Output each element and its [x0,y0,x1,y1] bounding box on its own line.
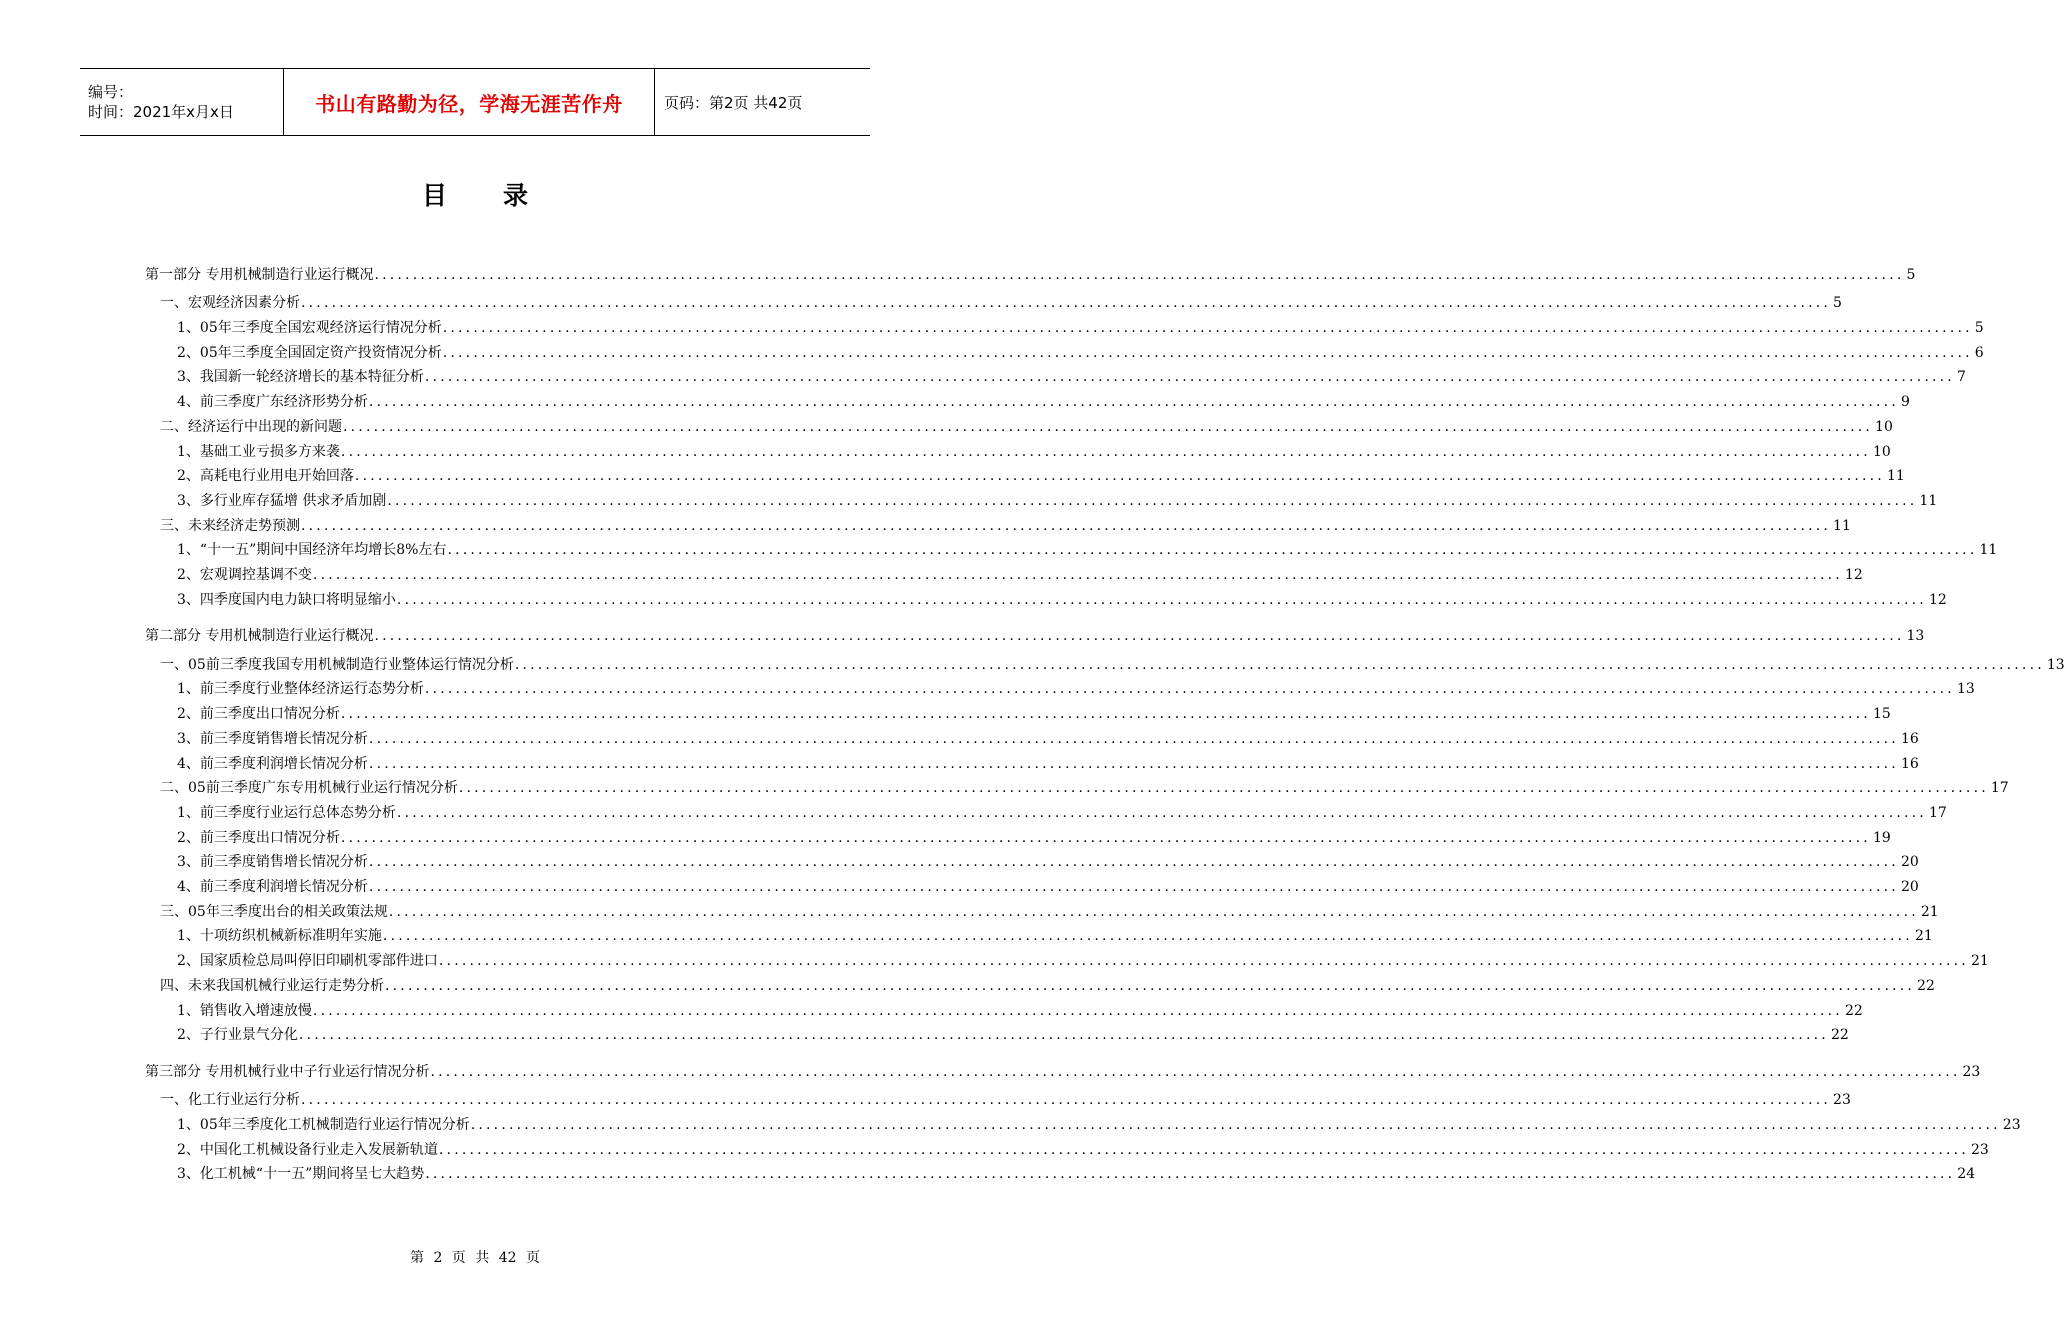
toc-entry-page: 13 [2046,656,2065,673]
toc-entry-page: 21 [1970,953,1989,970]
toc-dot-leader: ........................................................................................................................................................................................................ [385,977,1916,994]
toc-entry-page: 21 [1914,928,1933,945]
toc-entry-page: 24 [1957,1166,1976,1183]
toc-entry-page: 6 [1974,344,1984,361]
toc-subsection-entry[interactable] [0,318,1984,338]
toc-dot-leader: ........................................................................................................................................................................................................ [442,344,1973,361]
toc-entry-label: 1、“十一五”期间中国经济年均增长8%左右 [177,542,447,559]
toc-subsection-entry[interactable] [0,442,1891,462]
toc-entry-label: 一、05前三季度我国专用机械制造行业整体运行情况分析 [160,656,514,673]
toc-dot-leader: ........................................................................................................................................................................................................ [424,681,1955,698]
toc-entry-label: 4、前三季度利润增长情况分析 [177,755,368,772]
document-date: 时间：2021年x月x日 [88,103,234,121]
toc-subsection-entry[interactable] [0,565,1863,585]
toc-subsection-entry[interactable] [0,540,1998,560]
toc-dot-leader: ........................................................................................................................................................................................................ [301,295,1832,312]
toc-dot-leader: ........................................................................................................................................................................................................ [438,953,1969,970]
toc-entry-label: 1、05年三季度全国宏观经济运行情况分析 [177,320,442,336]
toc-subsection-entry[interactable] [0,704,1891,724]
toc-subsection-entry[interactable] [0,491,1938,511]
toc-subsection-entry[interactable] [0,1115,2021,1135]
toc-subsection-entry[interactable] [0,729,1919,749]
toc-entry-page: 11 [1833,517,1851,534]
toc-dot-leader: ........................................................................................................................................................................................................ [301,1092,1832,1109]
toc-entry-label: 4、前三季度广东经济形势分析 [177,394,368,411]
toc-entry-label: 2、子行业景气分化 [177,1027,298,1044]
toc-dot-leader: ........................................................................................................................................................................................................ [447,542,1978,559]
toc-subsection-entry[interactable] [0,803,1947,823]
toc-dot-leader: ........................................................................................................................................................................................................ [430,1063,1961,1080]
toc-entry-page: 23 [1962,1063,1981,1080]
toc-title: 目录 [421,181,584,210]
toc-dot-leader: ........................................................................................................................................................................................................ [424,369,1955,386]
toc-entry-label: 三、05年三季度出台的相关政策法规 [160,903,388,920]
toc-entry-page: 11 [1979,542,1998,559]
toc-subsection-entry[interactable] [0,1164,1976,1184]
toc-entry-page: 23 [2002,1116,2021,1133]
toc-subsection-entry[interactable] [0,1025,1849,1045]
toc-subsection-entry[interactable] [0,754,1919,774]
toc-entry-label: 2、前三季度出口情况分析 [177,829,340,846]
toc-dot-leader: ........................................................................................................................................................................................................ [396,591,1927,608]
toc-dot-leader: ........................................................................................................................................................................................................ [438,1141,1969,1158]
toc-entry-page: 17 [1990,780,2009,797]
toc-dot-leader: ........................................................................................................................................................................................................ [374,628,1905,645]
page-footer: 第 2 页 共 42 页 [410,1250,540,1266]
toc-dot-leader: ........................................................................................................................................................................................................ [298,1027,1829,1044]
toc-section-entry[interactable] [0,516,1851,536]
toc-section-entry[interactable] [0,417,1893,437]
toc-entry-page: 13 [1956,681,1975,698]
toc-subsection-entry[interactable] [0,877,1919,897]
header-page-info: 页码：第2页 共42页 [664,93,803,112]
toc-entry-label: 2、05年三季度全国固定资产投资情况分析 [177,344,442,361]
toc-entry-label: 三、未来经济走势预测 [160,517,300,534]
toc-entry-label: 4、前三季度利润增长情况分析 [177,879,368,895]
toc-entry-label: 2、宏观调控基调不变 [177,567,312,583]
toc-entry-label: 1、销售收入增速放慢 [177,1002,312,1019]
toc-entry-page: 20 [1900,854,1919,871]
toc-dot-leader: ........................................................................................................................................................................................................ [458,780,1989,797]
toc-dot-leader: ........................................................................................................................................................................................................ [368,879,1899,895]
toc-entry-page: 10 [1872,443,1891,460]
toc-entry-page: 16 [1900,755,1919,772]
toc-entry-label: 2、中国化工机械设备行业走入发展新轨道 [177,1141,438,1158]
toc-entry-label: 3、前三季度销售增长情况分析 [177,730,368,747]
toc-dot-leader: ........................................................................................................................................................................................................ [396,804,1927,821]
toc-dot-leader: ........................................................................................................................................................................................................ [425,1166,1956,1183]
toc-entry-page: 7 [1956,369,1966,386]
toc-entry-label: 第一部分 专用机械制造行业运行概况 [145,267,374,283]
toc-dot-leader: ........................................................................................................................................................................................................ [340,706,1871,723]
toc-dot-leader: ........................................................................................................................................................................................................ [312,1002,1843,1019]
toc-entry-page: 20 [1900,879,1919,895]
toc-entry-page: 5 [1833,295,1842,312]
toc-entry-label: 二、经济运行中出现的新问题 [160,418,342,435]
toc-entry-page: 5 [1974,320,1984,336]
toc-entry-page: 23 [1970,1141,1989,1158]
toc-entry-page: 23 [1833,1092,1851,1109]
toc-subsection-entry[interactable] [0,951,1989,971]
toc-dot-leader: ........................................................................................................................................................................................................ [382,928,1913,945]
toc-entry-page: 11 [1919,492,1938,509]
toc-dot-leader: ........................................................................................................................................................................................................ [514,656,2045,673]
toc-subsection-entry[interactable] [0,367,1966,387]
toc-section-entry[interactable] [0,778,2009,798]
toc-entry-page: 19 [1872,829,1891,846]
toc-dot-leader: ........................................................................................................................................................................................................ [442,320,1973,336]
toc-dot-leader: ........................................................................................................................................................................................................ [470,1116,2001,1133]
header-motto: 书山有路勤为径，学海无涯苦作舟 [315,91,623,116]
toc-dot-leader: ........................................................................................................................................................................................................ [368,730,1899,747]
toc-dot-leader: ........................................................................................................................................................................................................ [368,755,1899,772]
toc-subsection-entry[interactable] [0,590,1947,610]
toc-dot-leader: ........................................................................................................................................................................................................ [312,567,1843,583]
document-number-label: 编号： [88,83,134,101]
toc-entry-page: 21 [1920,903,1939,920]
toc-entry-label: 一、宏观经济因素分析 [160,295,300,312]
toc-entry-label: 二、05前三季度广东专用机械行业运行情况分析 [160,780,458,797]
toc-subsection-entry[interactable] [0,392,1910,412]
toc-part-entry[interactable] [0,1062,1981,1082]
toc-subsection-entry[interactable] [0,679,1975,699]
toc-entry-label: 3、多行业库存猛增 供求矛盾加剧 [177,492,387,509]
toc-entry-label: 2、高耗电行业用电开始回落 [177,468,354,485]
toc-dot-leader: ........................................................................................................................................................................................................ [368,854,1899,871]
toc-entry-label: 第二部分 专用机械制造行业运行概况 [145,628,374,645]
toc-dot-leader: ........................................................................................................................................................................................................ [301,517,1832,534]
toc-dot-leader: ........................................................................................................................................................................................................ [340,443,1871,460]
toc-dot-leader: ........................................................................................................................................................................................................ [368,394,1899,411]
toc-entry-page: 12 [1844,567,1863,583]
toc-entry-page: 16 [1900,730,1919,747]
toc-entry-label: 一、化工行业运行分析 [160,1092,300,1109]
toc-subsection-entry[interactable] [0,466,1905,486]
toc-section-entry[interactable] [0,655,2065,675]
toc-subsection-entry[interactable] [0,1140,1989,1160]
toc-dot-leader: ........................................................................................................................................................................................................ [340,829,1871,846]
toc-subsection-entry[interactable] [0,1001,1863,1021]
toc-section-entry[interactable] [0,902,1939,922]
toc-entry-page: 15 [1872,706,1891,723]
toc-entry-label: 1、前三季度行业运行总体态势分析 [177,804,396,821]
toc-entry-page: 10 [1875,418,1893,435]
toc-entry-page: 22 [1844,1002,1863,1019]
toc-subsection-entry[interactable] [0,828,1891,848]
toc-entry-label: 1、基础工业亏损多方来袭 [177,443,340,460]
toc-entry-page: 11 [1886,468,1905,485]
toc-entry-label: 3、四季度国内电力缺口将明显缩小 [177,591,396,608]
toc-entry-label: 3、化工机械“十一五”期间将呈七大趋势 [177,1166,425,1183]
toc-entry-label: 2、前三季度出口情况分析 [177,706,340,723]
toc-entry-label: 1、十项纺织机械新标准明年实施 [177,928,382,945]
toc-entry-label: 3、前三季度销售增长情况分析 [177,854,368,871]
toc-subsection-entry[interactable] [0,343,1984,363]
toc-dot-leader: ........................................................................................................................................................................................................ [343,418,1874,435]
toc-entry-label: 3、我国新一轮经济增长的基本特征分析 [177,369,424,386]
toc-dot-leader: ........................................................................................................................................................................................................ [354,468,1885,485]
toc-entry-page: 22 [1917,977,1935,994]
toc-entry-page: 22 [1830,1027,1849,1044]
toc-subsection-entry[interactable] [0,926,1933,946]
toc-entry-page: 9 [1900,394,1910,411]
toc-entry-page: 12 [1928,591,1947,608]
toc-section-entry[interactable] [0,293,1842,313]
toc-entry-page: 5 [1906,267,1916,283]
toc-section-entry[interactable] [0,976,1935,996]
toc-entry-label: 第三部分 专用机械行业中子行业运行情况分析 [145,1063,430,1080]
toc-subsection-entry[interactable] [0,852,1919,872]
toc-dot-leader: ........................................................................................................................................................................................................ [374,267,1905,283]
toc-part-entry[interactable] [0,626,1925,646]
toc-entry-label: 1、前三季度行业整体经济运行态势分析 [177,681,424,698]
toc-entry-label: 2、国家质检总局叫停旧印刷机零部件进口 [177,953,438,970]
toc-dot-leader: ........................................................................................................................................................................................................ [388,903,1919,920]
toc-dot-leader: ........................................................................................................................................................................................................ [387,492,1918,509]
toc-entry-label: 1、05年三季度化工机械制造行业运行情况分析 [177,1116,470,1133]
toc-entry-page: 13 [1906,628,1925,645]
toc-part-entry[interactable] [0,265,1916,285]
toc-entry-label: 四、未来我国机械行业运行走势分析 [160,977,384,994]
toc-section-entry[interactable] [0,1090,1851,1110]
toc-entry-page: 17 [1928,804,1947,821]
